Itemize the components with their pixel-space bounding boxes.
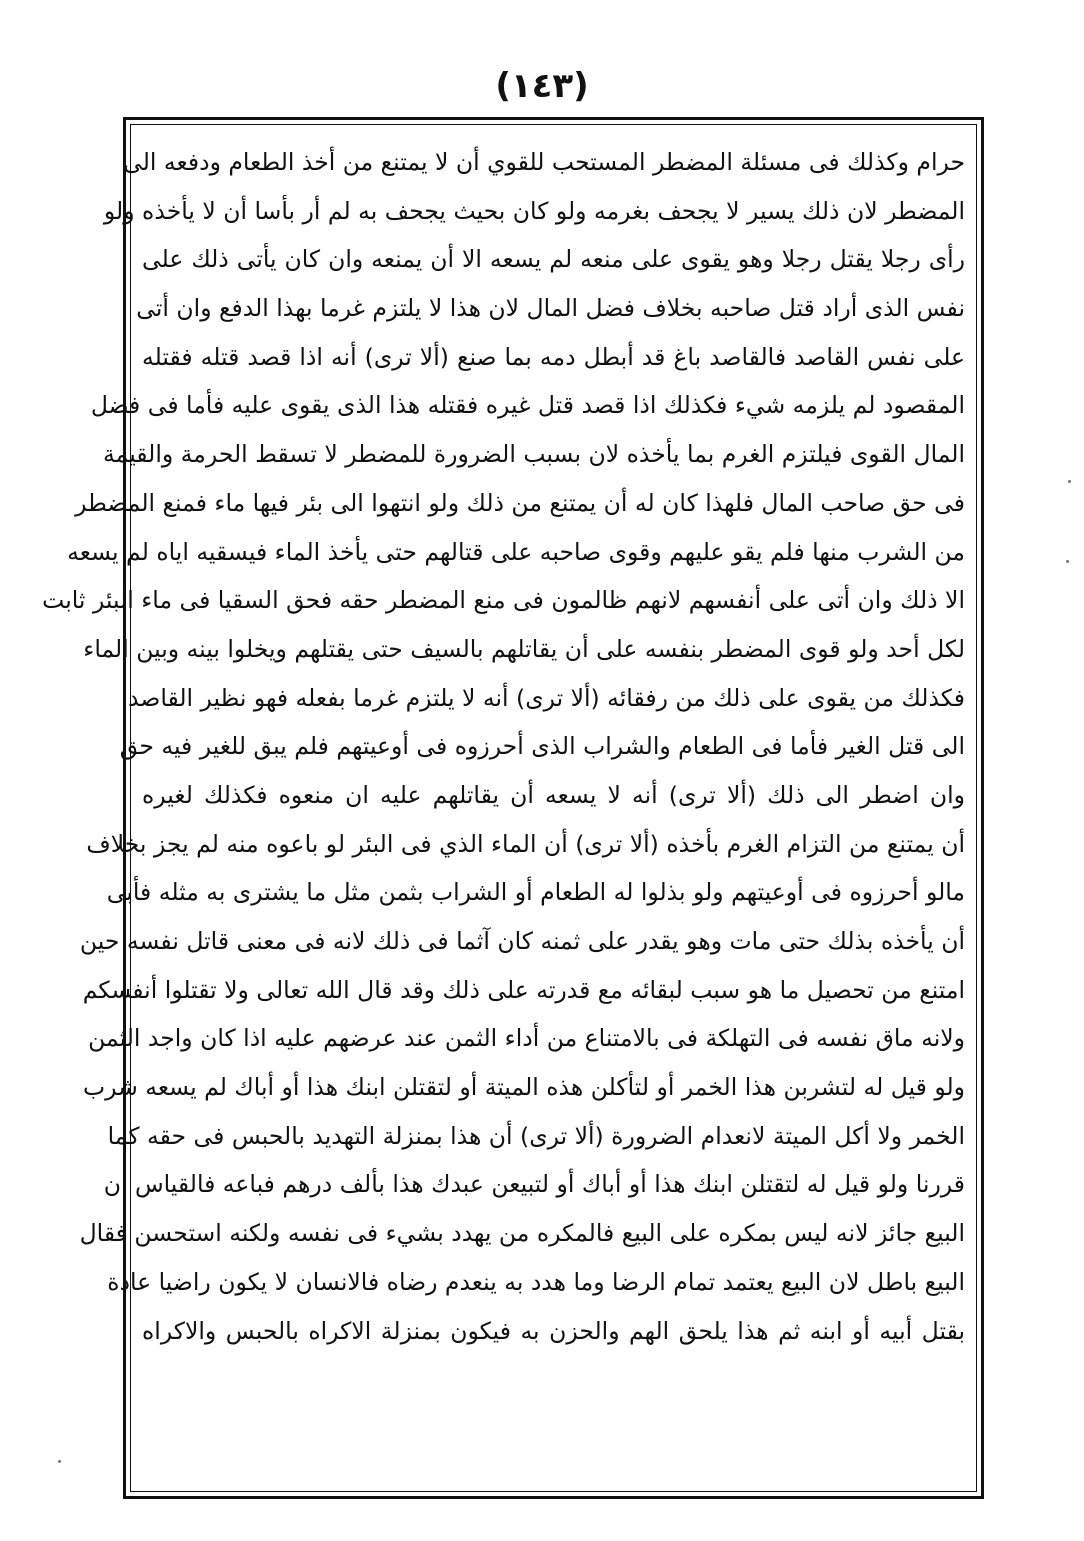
text-line: بقتل أبيه أو ابنه ثم هذا يلحق الهم والحزن به فيكون بمنزلة الاكراه بالحبس والاكراه bbox=[142, 1316, 965, 1345]
text-line: المضطر لان ذلك يسير لا يجحف بغرمه ولو كان بحيث يجحف به لم أر بأسا أن لا يأخذه ولو bbox=[103, 196, 965, 225]
text-line: البيع جائز لانه ليس بمكره على البيع فالمكره من يهدد بشيء فى نفسه ولكنه استحسن فقال bbox=[79, 1219, 965, 1248]
text-line: مالو أحرزوه فى أوعيتهم ولو بذلوا له الطعام أو الشراب بثمن مثل ما يشترى به مثله فأبى bbox=[106, 878, 965, 907]
text-line: البيع باطل لان البيع يعتمد تمام الرضا وما هدد به ينعدم رضاه فالانسان لا يكون راضيا عادة bbox=[107, 1267, 965, 1296]
text-line: المال القوى فيلتزم الغرم بما يأخذه لان بسبب الضرورة للمضطر لا تسقط الحرمة والقيمة bbox=[103, 440, 965, 469]
text-line: الا ذلك وان أتى على أنفسهم لانهم ظالمون فى منع المضطر حقه فحق السقيا فى ماء البئر ثابت bbox=[42, 586, 965, 615]
text-line: من الشرب منها فلم يقو عليهم وقوى صاحبه على قتالهم حتى يأخذ الماء فيسقيه اياه لم يسعه bbox=[67, 537, 965, 566]
text-line: امتنع من تحصيل ما هو سبب لبقائه مع قدرته على ذلك وقد قال الله تعالى ولا تقتلوا أنفسكم bbox=[82, 975, 965, 1004]
text-line: المقصود لم يلزمه شيء فكذلك اذا قصد قتل غيره فقتله هذا الذى يقوى عليه فأما فى فضل bbox=[90, 391, 965, 420]
text-line: وان اضطر الى ذلك (ألا ترى) أنه لا يسعه أن يقاتلهم عليه ان منعوه فكذلك لغيره bbox=[142, 780, 965, 809]
margin-speck bbox=[1068, 480, 1071, 483]
page-number: (١٤٣) bbox=[495, 66, 589, 106]
text-line: أن يمتنع من التزام الغرم بأخذه (ألا ترى) أن الماء الذي فى البئر لو باعوه منه لم يجز بخلاف bbox=[86, 829, 965, 858]
margin-speck bbox=[58, 1460, 61, 1463]
text-line: الخمر ولا أكل الميتة لانعدام الضرورة (ألا ترى) أن هذا بمنزلة التهديد بالحبس فى حقه كما bbox=[107, 1121, 965, 1150]
text-line: رأى رجلا يقتل رجلا وهو يقوى على منعه لم يسعه الا أن يمنعه وان كان يأتى ذلك على bbox=[142, 245, 965, 274]
margin-speck bbox=[1066, 560, 1069, 563]
text-line: ولو قيل له لتشربن هذا الخمر أو لتأكلن هذه الميتة أو لتقتلن ابنك هذا أو أباك لم يسعه شرب bbox=[82, 1073, 965, 1102]
text-line: ولانه ماق نفسه فى التهلكة فى بالامتناع من أداء الثمن عند عرضهم عليه اذا كان واجد الثمن bbox=[88, 1024, 965, 1053]
text-line: فى حق صاحب المال فلهذا كان له أن يمتنع من ذلك ولو انتهوا الى بئر فيها ماء فمنع المضطر bbox=[75, 488, 965, 517]
text-line: قررنا ولو قيل له لتقتلن ابنك هذا أو أباك أو لتبيعن عبدك هذا بألف درهم فباعه فالقياس ان bbox=[103, 1170, 965, 1199]
text-line: نفس الذى أراد قتل صاحبه بخلاف فضل المال لان هذا لا يلتزم غرما بهذا الدفع وان أتى bbox=[136, 294, 965, 323]
text-line: فكذلك من يقوى على ذلك من رفقائه (ألا ترى) أنه لا يلتزم غرما بفعله فهو نظير القاصد bbox=[128, 683, 965, 712]
text-line: أن يأخذه بذلك حتى مات وهو يقدر على ثمنه كان آثما فى ذلك لانه فى معنى قاتل نفسه حين bbox=[79, 927, 965, 955]
text-body bbox=[42, 138, 965, 1478]
text-line: الى قتل الغير فأما فى الطعام والشراب الذى أحرزوه فى أوعيتهم فلم يبق للغير فيه حق bbox=[119, 732, 965, 761]
text-line: لكل أحد ولو قوى المضطر بنفسه على أن يقاتلهم بالسيف حتى يقتلهم ويخلوا بينه وبين الماء bbox=[83, 634, 965, 663]
text-line: على نفس القاصد فالقاصد باغ قد أبطل دمه بما صنع (ألا ترى) أنه اذا قصد قتله فقتله bbox=[142, 342, 965, 371]
text-line: حرام وكذلك فى مسئلة المضطر المستحب للقوي أن لا يمتنع من أخذ الطعام ودفعه الى bbox=[123, 148, 965, 176]
